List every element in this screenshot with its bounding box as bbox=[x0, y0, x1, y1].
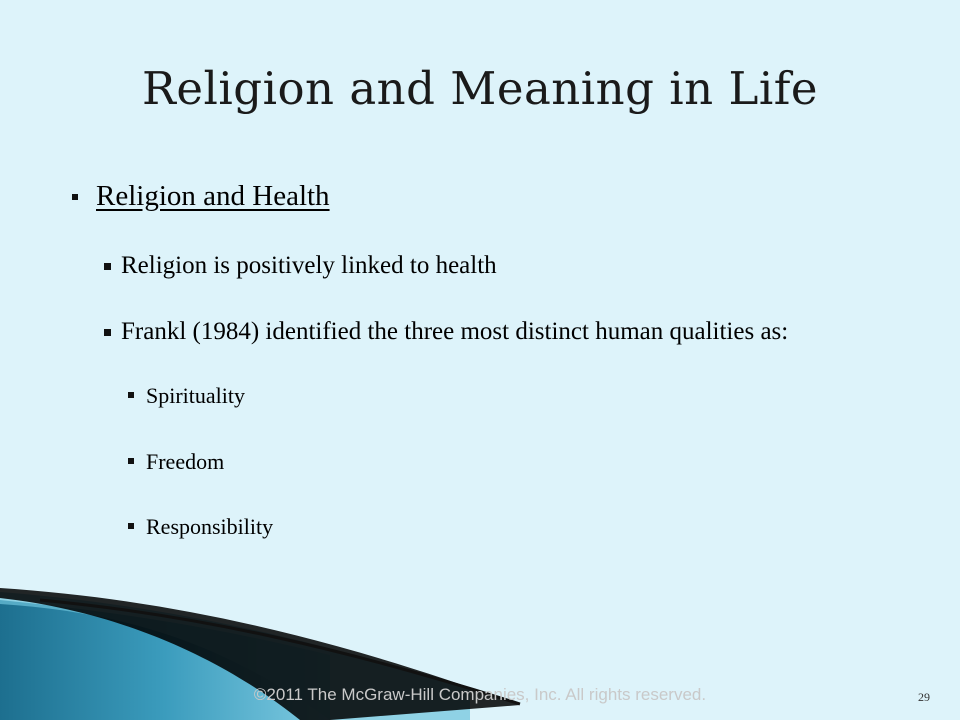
quality-text: Freedom bbox=[146, 449, 225, 474]
quality-text: Responsibility bbox=[146, 514, 274, 539]
copyright-footer: ©2011 The McGraw-Hill Companies, Inc. All rights reserved. bbox=[253, 685, 707, 704]
square-bullet-icon bbox=[128, 523, 134, 529]
square-bullet-icon bbox=[128, 458, 134, 464]
square-bullet-icon bbox=[104, 263, 111, 270]
quality-text: Spirituality bbox=[146, 383, 245, 408]
heading-bullet bbox=[72, 180, 330, 213]
point-bullet bbox=[104, 252, 924, 279]
point-text: Frankl (1984) identified the three most distinct human qualities as: bbox=[121, 318, 789, 345]
point-bullet bbox=[104, 318, 924, 345]
quality-bullet bbox=[128, 514, 273, 540]
quality-bullet bbox=[128, 449, 224, 475]
quality-bullet bbox=[128, 383, 245, 409]
point-text: Religion is positively linked to health bbox=[121, 252, 497, 279]
page-number: 29 bbox=[918, 690, 930, 704]
slide-title: Religion and Meaning in Life bbox=[141, 62, 819, 115]
heading-religion-health: Religion and Health bbox=[96, 180, 330, 212]
square-bullet-icon bbox=[104, 329, 111, 336]
square-bullet-icon bbox=[72, 194, 78, 200]
square-bullet-icon bbox=[128, 392, 134, 398]
